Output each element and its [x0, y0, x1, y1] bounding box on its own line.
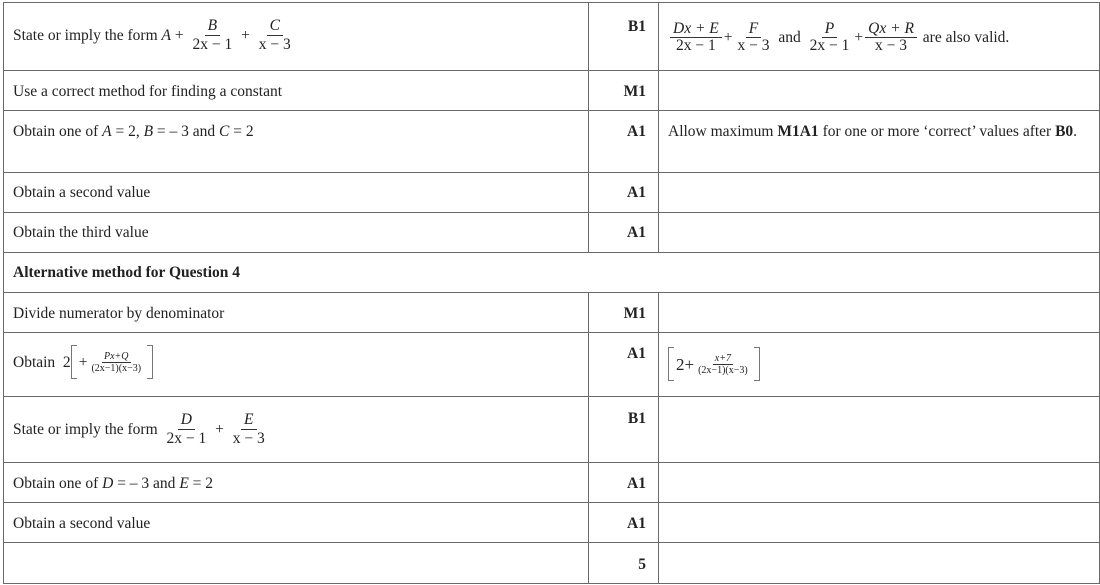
denominator: (2x−1)(x−3): [91, 362, 142, 374]
guidance-cell: [659, 333, 1100, 397]
equation-text: = 2,: [111, 123, 144, 140]
numerator: B: [205, 17, 220, 36]
mark-cell: A1: [589, 213, 659, 253]
denominator: x − 3: [737, 37, 770, 54]
mark-cell: B1: [589, 397, 659, 463]
numerator: E: [241, 411, 256, 430]
numerator: C: [267, 17, 283, 36]
guidance-text: 2+: [676, 354, 695, 374]
fraction-e: [230, 411, 268, 448]
denominator: x − 3: [875, 37, 908, 54]
numerator: Qx + R: [865, 21, 917, 38]
mark-cell: A1: [589, 111, 659, 173]
description-text: State or imply the form: [13, 27, 158, 44]
guidance-cell: [659, 111, 1100, 173]
total-marks: 5: [589, 543, 659, 584]
plus-sign: +: [237, 27, 254, 44]
and-text: and: [774, 29, 805, 46]
section-heading: Alternative method for Question 4: [4, 253, 1100, 293]
plus-sign: +: [170, 27, 188, 44]
description-cell: Divide numerator by denominator: [4, 293, 589, 333]
description-cell: Obtain a second value: [4, 503, 589, 543]
mark-cell: M1: [589, 293, 659, 333]
total-row: [4, 543, 1100, 584]
equation-text: = 2: [188, 475, 214, 492]
table-row: [4, 333, 1100, 397]
table-row: [4, 463, 1100, 503]
left-bracket-icon: [71, 345, 77, 379]
mark-scheme-table: [3, 2, 1100, 584]
fraction: [865, 21, 917, 54]
table-row: [4, 111, 1100, 173]
description-text: State or imply the form: [13, 421, 162, 438]
denominator: 2x − 1: [676, 37, 716, 54]
math-var: A: [102, 123, 112, 140]
mark-cell: A1: [589, 463, 659, 503]
guidance-cell: [659, 503, 1100, 543]
mark-cell: A1: [589, 173, 659, 213]
guidance-text: .: [1073, 123, 1078, 140]
description-text: Obtain 2: [13, 353, 71, 371]
description-cell: Use a correct method for finding a constant: [4, 71, 589, 111]
denominator: (2x−1)(x−3): [698, 364, 748, 376]
numerator: D: [178, 411, 195, 430]
mark-code: M1A1: [777, 123, 819, 140]
fraction-c: [256, 17, 294, 54]
equation-text: = 2: [229, 123, 254, 140]
fraction: [735, 21, 773, 54]
table-row: [4, 213, 1100, 253]
denominator: 2x − 1: [166, 430, 207, 447]
math-var: E: [179, 475, 189, 492]
table-row: [4, 173, 1100, 213]
description-cell: [4, 333, 589, 397]
math-var: A: [161, 27, 171, 44]
mark-cell: M1: [589, 71, 659, 111]
table-row: [4, 71, 1100, 111]
section-heading-row: [4, 253, 1100, 293]
guidance-cell: [659, 397, 1100, 463]
fraction-b: [189, 17, 235, 54]
table-row: [4, 397, 1100, 463]
math-var: C: [219, 123, 230, 140]
guidance-text: for one or more ‘correct’ values after: [818, 123, 1056, 140]
description-cell: [4, 543, 589, 584]
numerator: F: [746, 21, 761, 38]
description-cell: Obtain the third value: [4, 213, 589, 253]
denominator: x − 3: [232, 430, 265, 447]
guidance-text: Allow maximum: [668, 123, 778, 140]
guidance-cell: [659, 3, 1100, 71]
denominator: 2x − 1: [809, 37, 850, 54]
table-row: [4, 503, 1100, 543]
guidance-cell: [659, 173, 1100, 213]
description-text: Obtain one of: [13, 123, 103, 140]
guidance-cell: [659, 543, 1100, 584]
math-var: B: [143, 123, 154, 140]
plus-sign: +: [723, 29, 733, 46]
equation-text: = – 3 and: [153, 123, 220, 140]
fraction-d: [164, 411, 210, 448]
right-bracket-icon: [754, 347, 760, 381]
description-cell: [4, 463, 589, 503]
table-row: [4, 293, 1100, 333]
numerator: x+7: [714, 352, 731, 364]
fraction: [89, 351, 143, 374]
mark-cell: B1: [589, 3, 659, 71]
plus-sign: +: [211, 421, 228, 438]
equation-text: = – 3 and: [113, 475, 180, 492]
guidance-text: are also valid.: [918, 29, 1010, 46]
description-cell: Obtain a second value: [4, 173, 589, 213]
description-text: Obtain one of: [13, 475, 103, 492]
mark-cell: A1: [589, 333, 659, 397]
mark-cell: A1: [589, 503, 659, 543]
plus-sign: +: [854, 29, 864, 46]
left-bracket-icon: [668, 347, 674, 381]
right-bracket-icon: [147, 345, 153, 379]
description-cell: [4, 111, 589, 173]
guidance-cell: [659, 213, 1100, 253]
description-cell: [4, 397, 589, 463]
mark-code: B0: [1055, 123, 1074, 140]
plus-sign: +: [78, 353, 88, 371]
guidance-cell: [659, 463, 1100, 503]
table-row: [4, 3, 1100, 71]
math-var: D: [102, 475, 114, 492]
description-cell: [4, 3, 589, 71]
denominator: 2x − 1: [192, 36, 233, 53]
fraction: [807, 21, 853, 54]
numerator: Dx + E: [670, 21, 722, 38]
numerator: P: [822, 21, 837, 38]
fraction: [696, 353, 750, 376]
denominator: x − 3: [258, 36, 291, 53]
numerator: Px+Q: [103, 350, 129, 362]
guidance-cell: [659, 293, 1100, 333]
guidance-cell: [659, 71, 1100, 111]
fraction: [670, 21, 722, 54]
